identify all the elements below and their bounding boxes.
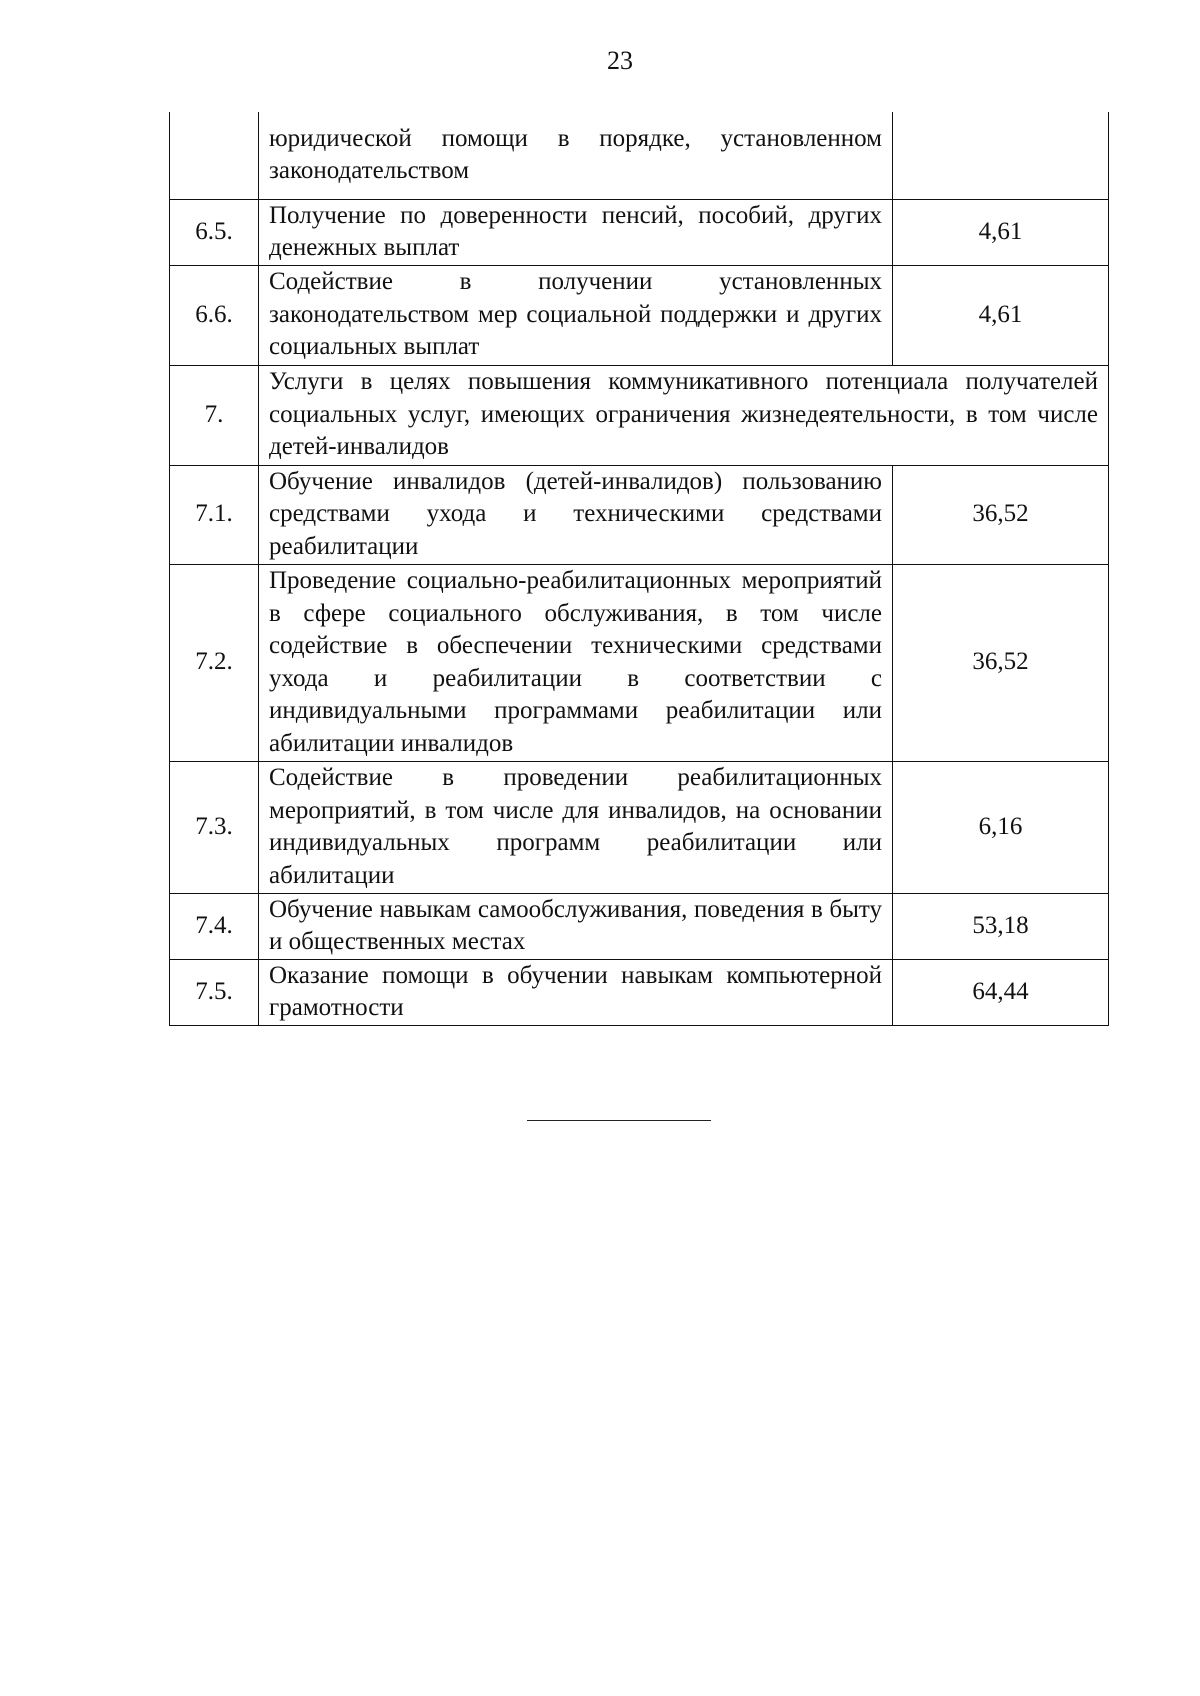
table-row [170,112,1109,199]
row-number-cell: 6.5. [170,199,259,265]
row-number-cell: 7.3. [170,761,259,893]
row-number-cell: 7.1. [170,465,259,564]
tariff-value-cell: 4,61 [893,265,1109,365]
row-number-cell [170,112,259,199]
service-description-cell: Обучение навыкам самообслуживания, поведения в быту и общественных местах [259,893,893,959]
service-description-cell: Оказание помощи в обучении навыкам компьютерной грамотности [259,959,893,1025]
tariff-value-cell: 53,18 [893,893,1109,959]
row-number-cell: 7.5. [170,959,259,1025]
table-row [170,199,1109,265]
service-description-cell: Обучение инвалидов (детей-инвалидов) пользованию средствами ухода и техническими средствами реабилитации [259,465,893,564]
tariff-table [169,112,1109,1026]
table-row [170,265,1109,365]
section-title-cell: Услуги в целях повышения коммуникативного потенциала получателей социальных услуг, имеющих ограничения жизнедеятельности, в том числе детей-инвалидов [259,365,1109,465]
tariff-value-cell: 6,16 [893,761,1109,893]
service-description-cell: юридической помощи в порядке, установленном законодательством [259,112,893,199]
table-row [170,893,1109,959]
tariff-value-cell: 36,52 [893,564,1109,761]
page-number: 23 [607,46,633,75]
section-heading-row [170,365,1109,465]
row-number-cell: 6.6. [170,265,259,365]
tariff-value-cell: 64,44 [893,959,1109,1025]
service-description-cell: Содействие в проведении реабилитационных мероприятий, в том числе для инвалидов, на основании индивидуальных программ реабилитации или абилитации [259,761,893,893]
service-description-cell: Проведение социально-реабилитационных мероприятий в сфере социального обслуживания, в том числе содействие в обеспечении техническими средствами ухода и реабилитации в соответствии с индивидуальными программами реабилитации или абилитации инвалидов [259,564,893,761]
tariff-value-cell: 36,52 [893,465,1109,564]
tariff-value-cell [893,112,1109,199]
table-row [170,959,1109,1025]
row-number-cell: 7.2. [170,564,259,761]
table-row [170,465,1109,564]
tariff-value-cell: 4,61 [893,199,1109,265]
table-row [170,761,1109,893]
row-number-cell: 7.4. [170,893,259,959]
service-description-cell: Получение по доверенности пенсий, пособий, других денежных выплат [259,199,893,265]
end-of-document-rule [527,1120,711,1121]
service-description-cell: Содействие в получении установленных законодательством мер социальной поддержки и других социальных выплат [259,265,893,365]
section-number-cell: 7. [170,365,259,465]
table-row [170,564,1109,761]
